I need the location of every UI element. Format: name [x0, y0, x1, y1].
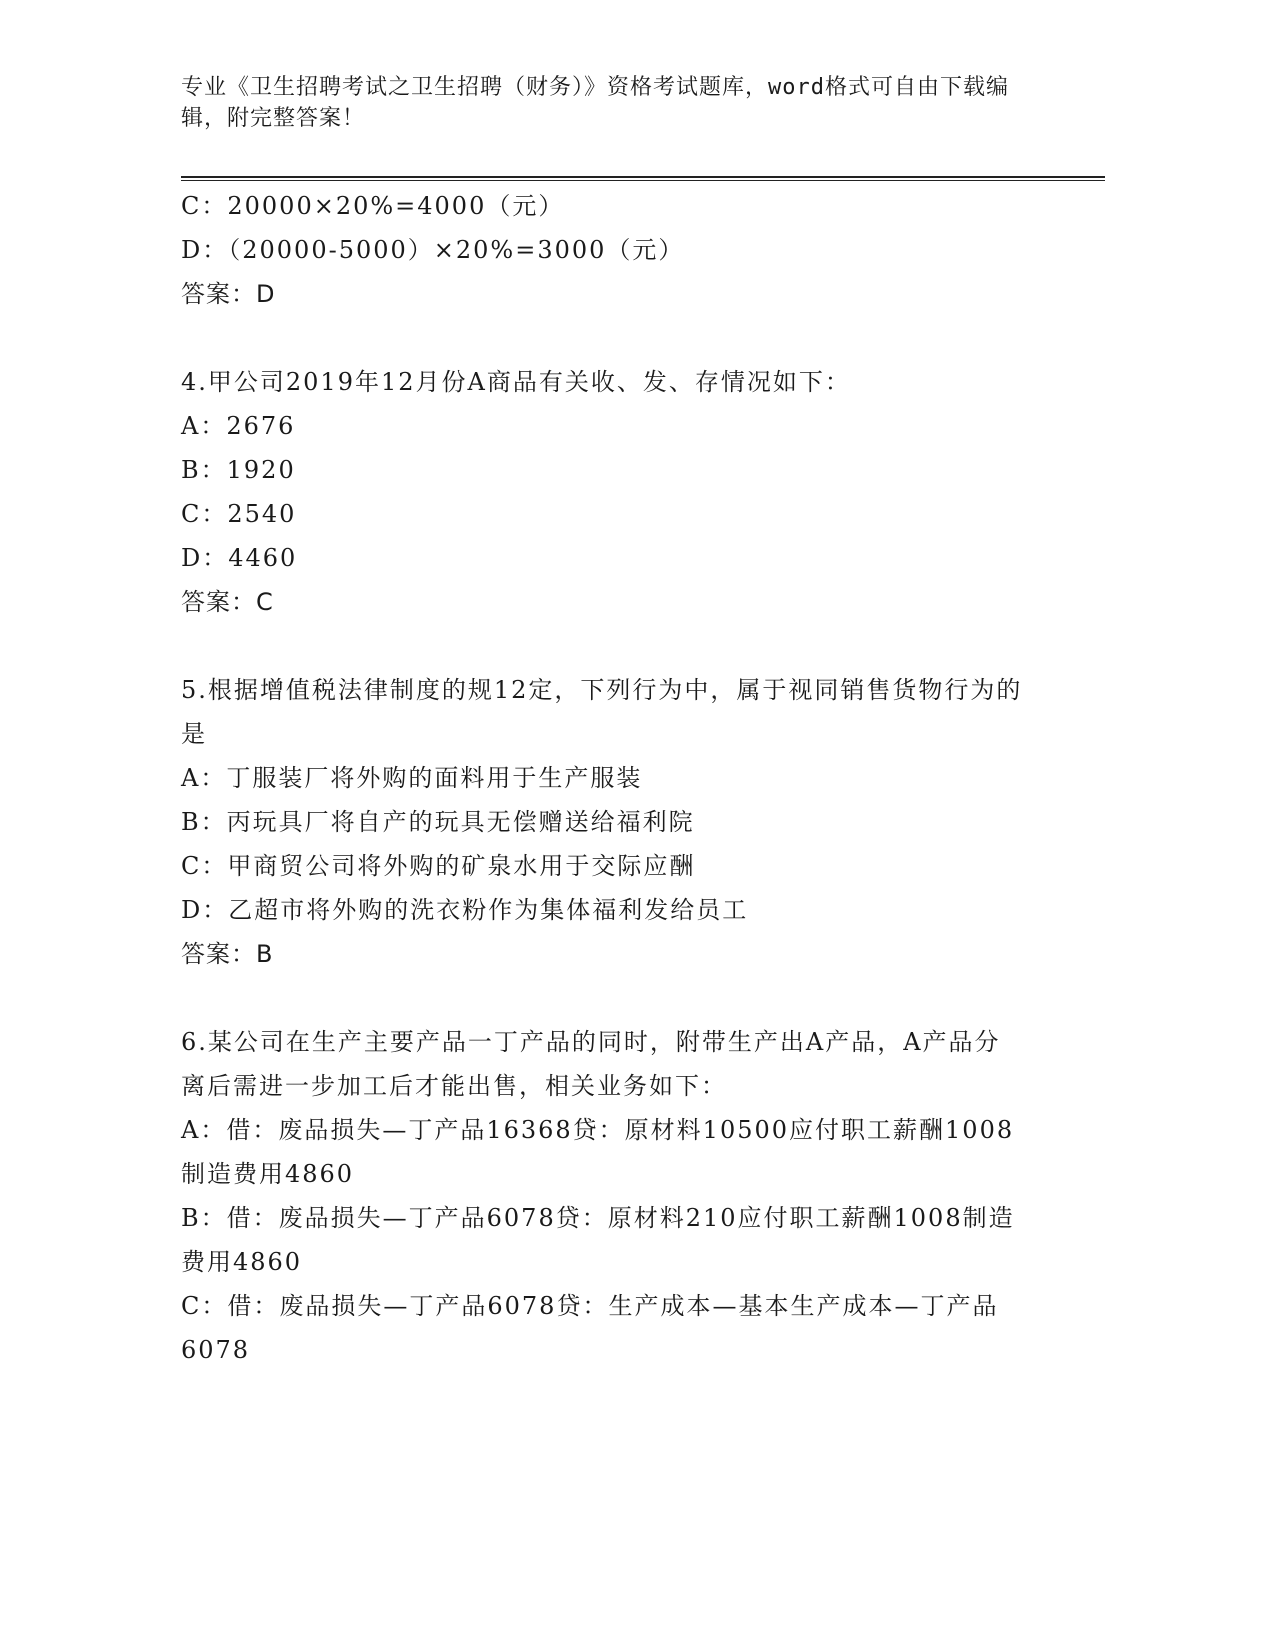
- spacer: [181, 624, 1041, 668]
- spacer: [181, 316, 1041, 360]
- q6-option-c: C：借：废品损失—丁产品6078贷：生产成本—基本生产成本—丁产品6078: [181, 1292, 999, 1364]
- q5-option-d: D：乙超市将外购的洗衣粉作为集体福利发给员工: [181, 896, 749, 924]
- q5-answer: 答案：B: [181, 940, 274, 968]
- q4-option-a: A：2676: [181, 412, 296, 440]
- q5-option-a: A：丁服装厂将外购的面料用于生产服装: [181, 764, 643, 792]
- q3-option-c: C：20000×20%=4000（元）: [181, 192, 565, 220]
- q5-option-c: C：甲商贸公司将外购的矿泉水用于交际应酬: [181, 852, 696, 880]
- q4-option-b: B：1920: [181, 456, 296, 484]
- question-content: [181, 184, 1041, 1372]
- q4-option-d: D：4460: [181, 544, 298, 572]
- header-divider: [181, 176, 1105, 181]
- q5-stem: 5.根据增值税法律制度的规12定，下列行为中，属于视同销售货物行为的是: [181, 676, 1023, 748]
- q3-option-d: D：（20000-5000）×20%=3000（元）: [181, 236, 685, 264]
- document-header: 专业《卫生招聘考试之卫生招聘（财务）》资格考试题库，word格式可自由下载编辑，附完整答案！: [181, 75, 1009, 131]
- q6-option-a: A：借：废品损失—丁产品16368贷：原材料10500应付职工薪酬1008制造费用4860: [181, 1116, 1015, 1188]
- q3-answer: 答案：D: [181, 280, 276, 308]
- q6-option-b: B：借：废品损失—丁产品6078贷：原材料210应付职工薪酬1008制造费用4860: [181, 1204, 1015, 1276]
- q6-stem: 6.某公司在生产主要产品一丁产品的同时，附带生产出A产品，A产品分离后需进一步加工后才能出售，相关业务如下：: [181, 1028, 1001, 1100]
- q4-answer: 答案：C: [181, 588, 274, 616]
- spacer: [181, 976, 1041, 1020]
- q4-option-c: C：2540: [181, 500, 297, 528]
- q4-stem: 4.甲公司2019年12月份A商品有关收、发、存情况如下：: [181, 368, 851, 396]
- q5-option-b: B：丙玩具厂将自产的玩具无偿赠送给福利院: [181, 808, 695, 836]
